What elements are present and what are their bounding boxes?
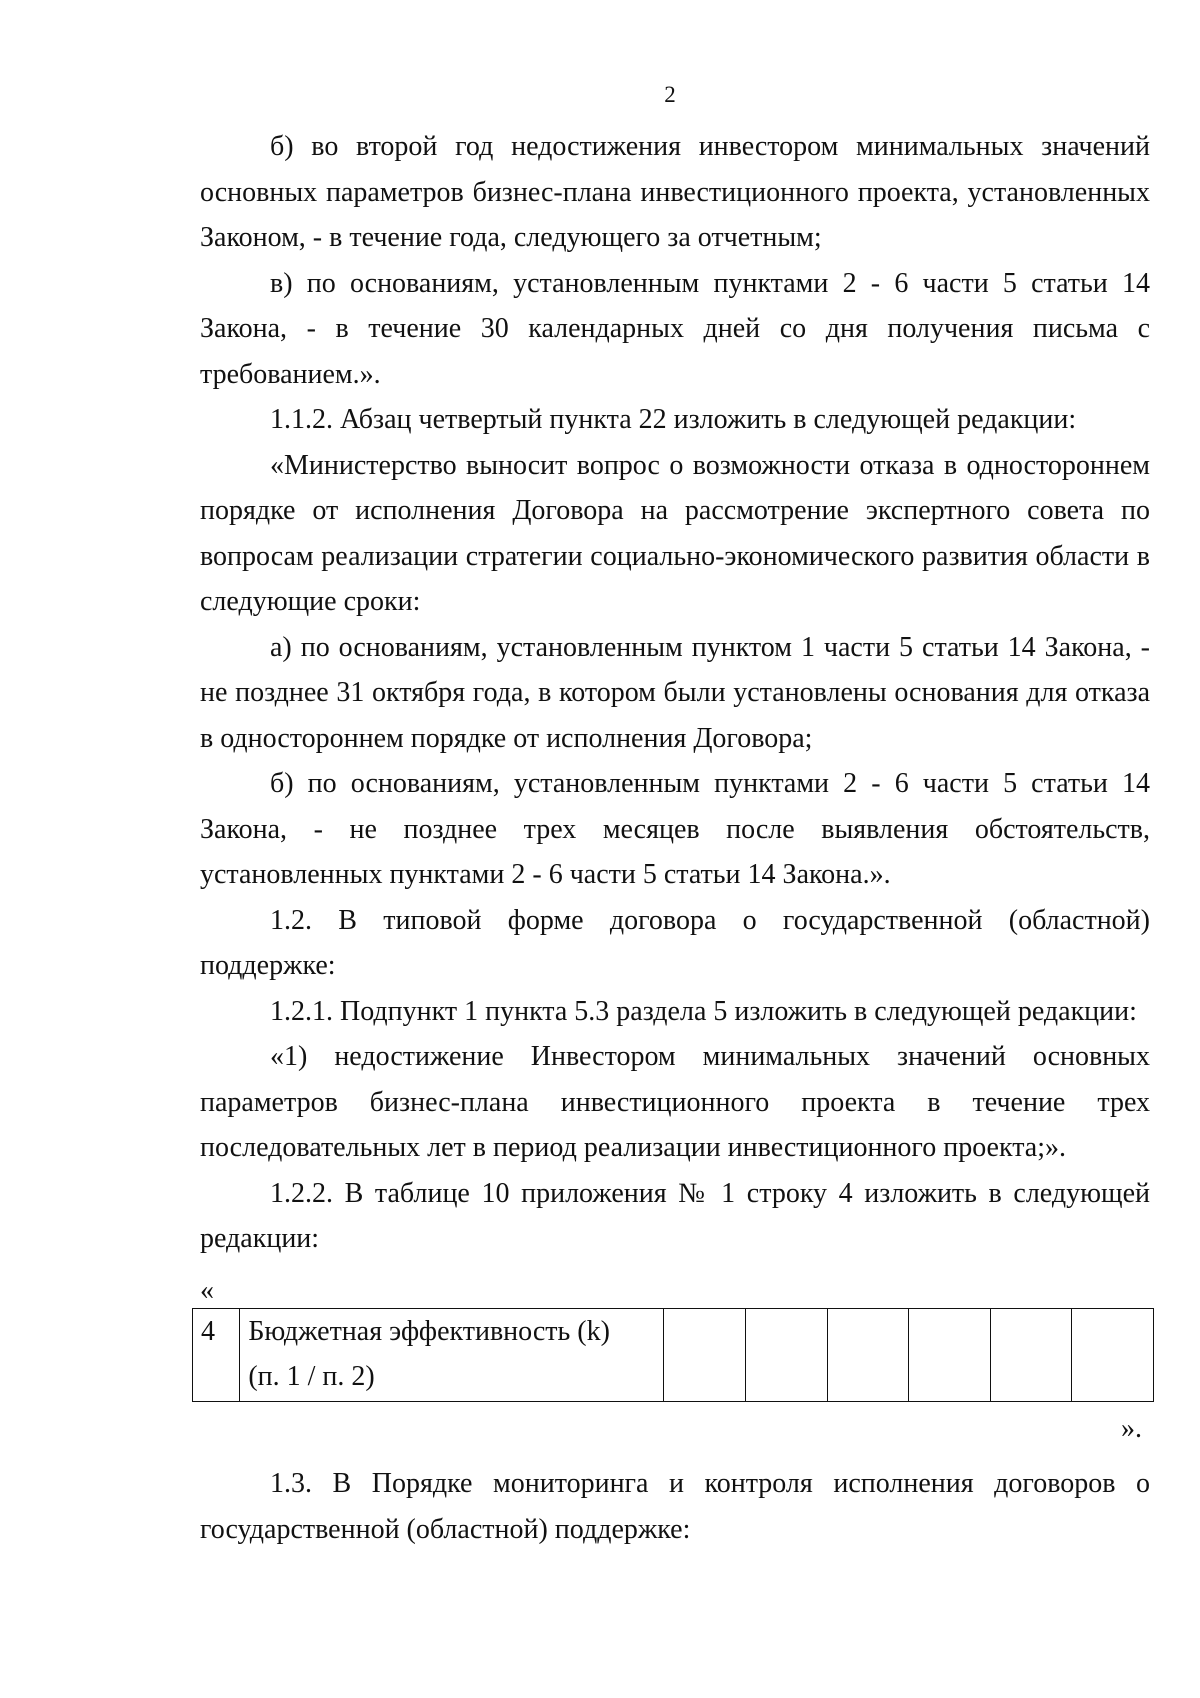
table-row-4 xyxy=(192,1308,1154,1402)
paragraph-1-1-2: 1.1.2. Абзац четвертый пункта 22 изложить в следующей редакции: xyxy=(270,404,1077,435)
table-cell-empty xyxy=(664,1308,746,1401)
table-cell-empty xyxy=(990,1308,1072,1401)
table-cell-empty xyxy=(909,1308,991,1401)
paragraph-ministry-quote: «Министерство выносит вопрос о возможности отказа в одностороннем порядке от исполнения Договора на рассмотрение экспертного совета по вопросам реализации стратегии социально-экономического развития области в следующие сроки: xyxy=(200,449,1150,617)
table-cell-empty xyxy=(746,1308,828,1401)
indicator-name: Бюджетная эффективность (k) xyxy=(248,1315,610,1347)
paragraph-1-3: 1.3. В Порядке мониторинга и контроля исполнения договоров о государственной (областной) поддержке: xyxy=(200,1468,1150,1545)
table-cell-empty xyxy=(827,1308,909,1401)
opening-quote-mark: « xyxy=(200,1274,214,1306)
document-body xyxy=(200,124,1150,1552)
closing-quote-mark: ». xyxy=(1121,1412,1142,1444)
paragraph-b-second-year: б) во второй год недостижения инвестором минимальных значений основных параметров бизнес-плана инвестиционного проекта, установленных Законом, - в течение года, следующего за отчетным; xyxy=(200,131,1150,253)
table-row xyxy=(193,1308,1154,1401)
paragraph-b-grounds: б) по основаниям, установленным пунктами 2 - 6 части 5 статьи 14 Закона, - не позднее трех месяцев после выявления обстоятельств, установленных пунктами 2 - 6 части 5 статьи 14 Закона.». xyxy=(200,768,1150,890)
table-cell-empty xyxy=(1072,1308,1154,1401)
indicator-formula: (п. 1 / п. 2) xyxy=(248,1360,375,1392)
paragraph-a-grounds: а) по основаниям, установленным пунктом 1 части 5 статьи 14 Закона, - не позднее 31 октября года, в котором были установлены основания для отказа в одностороннем порядке от исполнения Договора; xyxy=(200,631,1150,754)
table-cell-indicator xyxy=(240,1308,664,1401)
paragraph-1-2-1: 1.2.1. Подпункт 1 пункта 5.3 раздела 5 изложить в следующей редакции: xyxy=(270,995,1137,1027)
page-number: 2 xyxy=(664,82,676,107)
paragraph-1-2: 1.2. В типовой форме договора о государственной (областной) поддержке: xyxy=(200,904,1150,981)
paragraph-1-2-2: 1.2.2. В таблице 10 приложения № 1 строку 4 изложить в следующей редакции: xyxy=(200,1177,1150,1254)
paragraph-v-grounds: в) по основаниям, установленным пунктами 2 - 6 части 5 статьи 14 Закона, - в течение 30 календарных дней со дня получения письма с требованием.». xyxy=(200,267,1150,390)
paragraph-subpoint-1-quote: «1) недостижение Инвестором минимальных значений основных параметров бизнес-плана инвестиционного проекта в течение трех последовательных лет в период реализации инвестиционного проекта;». xyxy=(200,1041,1150,1163)
table-cell-number: 4 xyxy=(193,1308,240,1401)
